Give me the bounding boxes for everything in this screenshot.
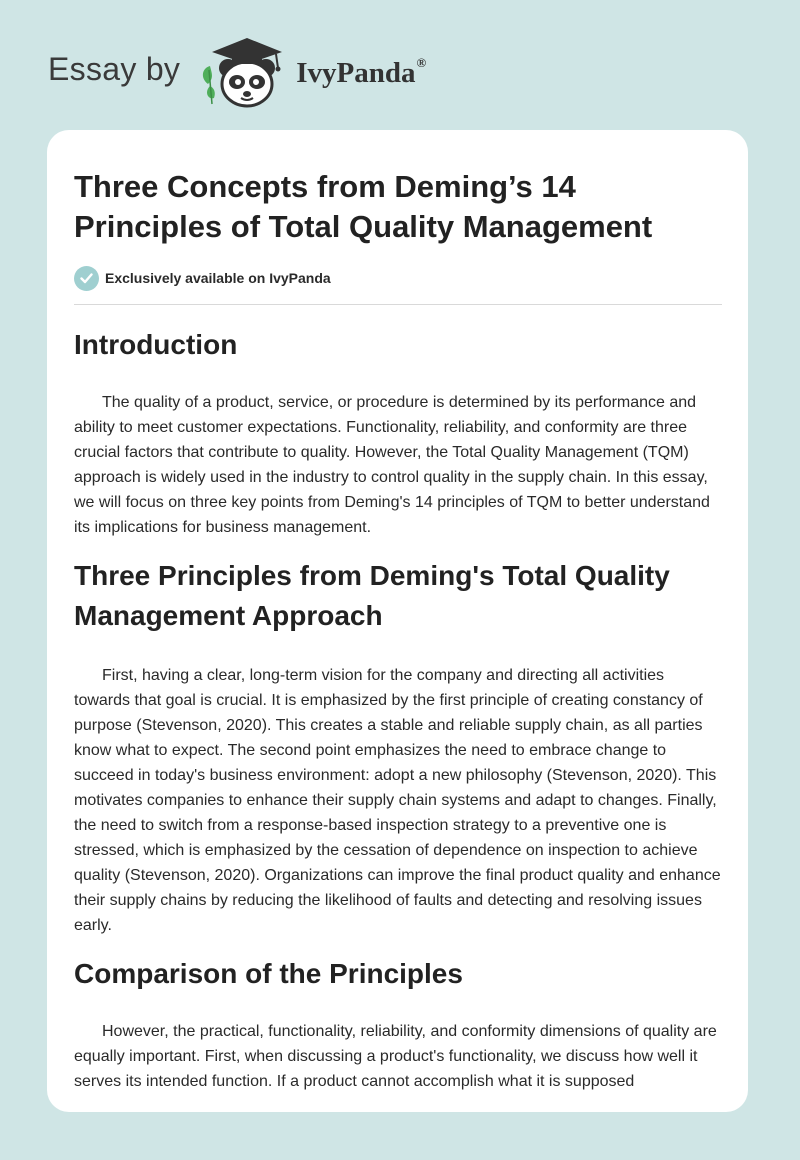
essay-by-label: Essay by bbox=[48, 50, 181, 87]
section-body-comparison: However, the practical, functionality, reliability, and conformity dimensions of quality are equally important. First, when discussing a product's functionality, we discuss how well it serves its intended function. If a product cannot accomplish what it is supposed bbox=[74, 1023, 717, 1090]
section-body-introduction: The quality of a product, service, or procedure is determined by its performance and ability to meet customer expectations. Functionality, reliability, and conformity are three crucial factors that contribute to quality. However, the Total Quality Management (TQM) approach is widely used in the industry to control quality in the supply chain. In this essay, we will focus on three key points from Deming's 14 principles of TQM to better understand its implications for business management. bbox=[74, 394, 710, 536]
title-divider bbox=[74, 304, 722, 305]
exclusive-label: Exclusively available on IvyPanda bbox=[105, 270, 331, 286]
brand-name-text: IvyPanda bbox=[296, 56, 416, 89]
essay-card bbox=[47, 130, 748, 1112]
section-heading-comparison: Comparison of the Principles bbox=[74, 958, 463, 989]
exclusive-badge bbox=[74, 265, 724, 291]
section-heading-introduction: Introduction bbox=[74, 329, 238, 360]
panda-graduate-logo-icon[interactable] bbox=[194, 34, 290, 110]
site-header bbox=[48, 34, 426, 110]
checkmark-icon bbox=[80, 273, 93, 284]
brand-name[interactable] bbox=[296, 54, 427, 90]
registered-mark: ® bbox=[416, 54, 427, 70]
essay-content bbox=[74, 130, 724, 1094]
essay-title: Three Concepts from Deming’s 14 Principles of Total Quality Management bbox=[74, 169, 653, 244]
check-circle-icon bbox=[74, 266, 99, 291]
section-body-three-principles: First, having a clear, long-term vision for the company and directing all activities towards that goal is crucial. It is emphasized by the first principle of creating constancy of purpose (Stevenson, 2020). This creates a stable and reliable supply chain, as all parties know what to expect. The second point emphasizes the need to embrace change to succeed in today's business environment: adopt a new philosophy (Stevenson, 2020). This motivates companies to enhance their supply chain systems and adapt to changes. Finally, the need to switch from a response-based inspection strategy to a preventive one is stressed, which is emphasized by the cessation of dependence on inspection to achieve quality (Stevenson, 2020). Organizations can improve the final product quality and enhance their supply chains by reducing the likelihood of faults and detecting and resolving issues early. bbox=[74, 667, 721, 934]
section-heading-three-principles: Three Principles from Deming's Total Quality Management Approach bbox=[74, 560, 670, 631]
